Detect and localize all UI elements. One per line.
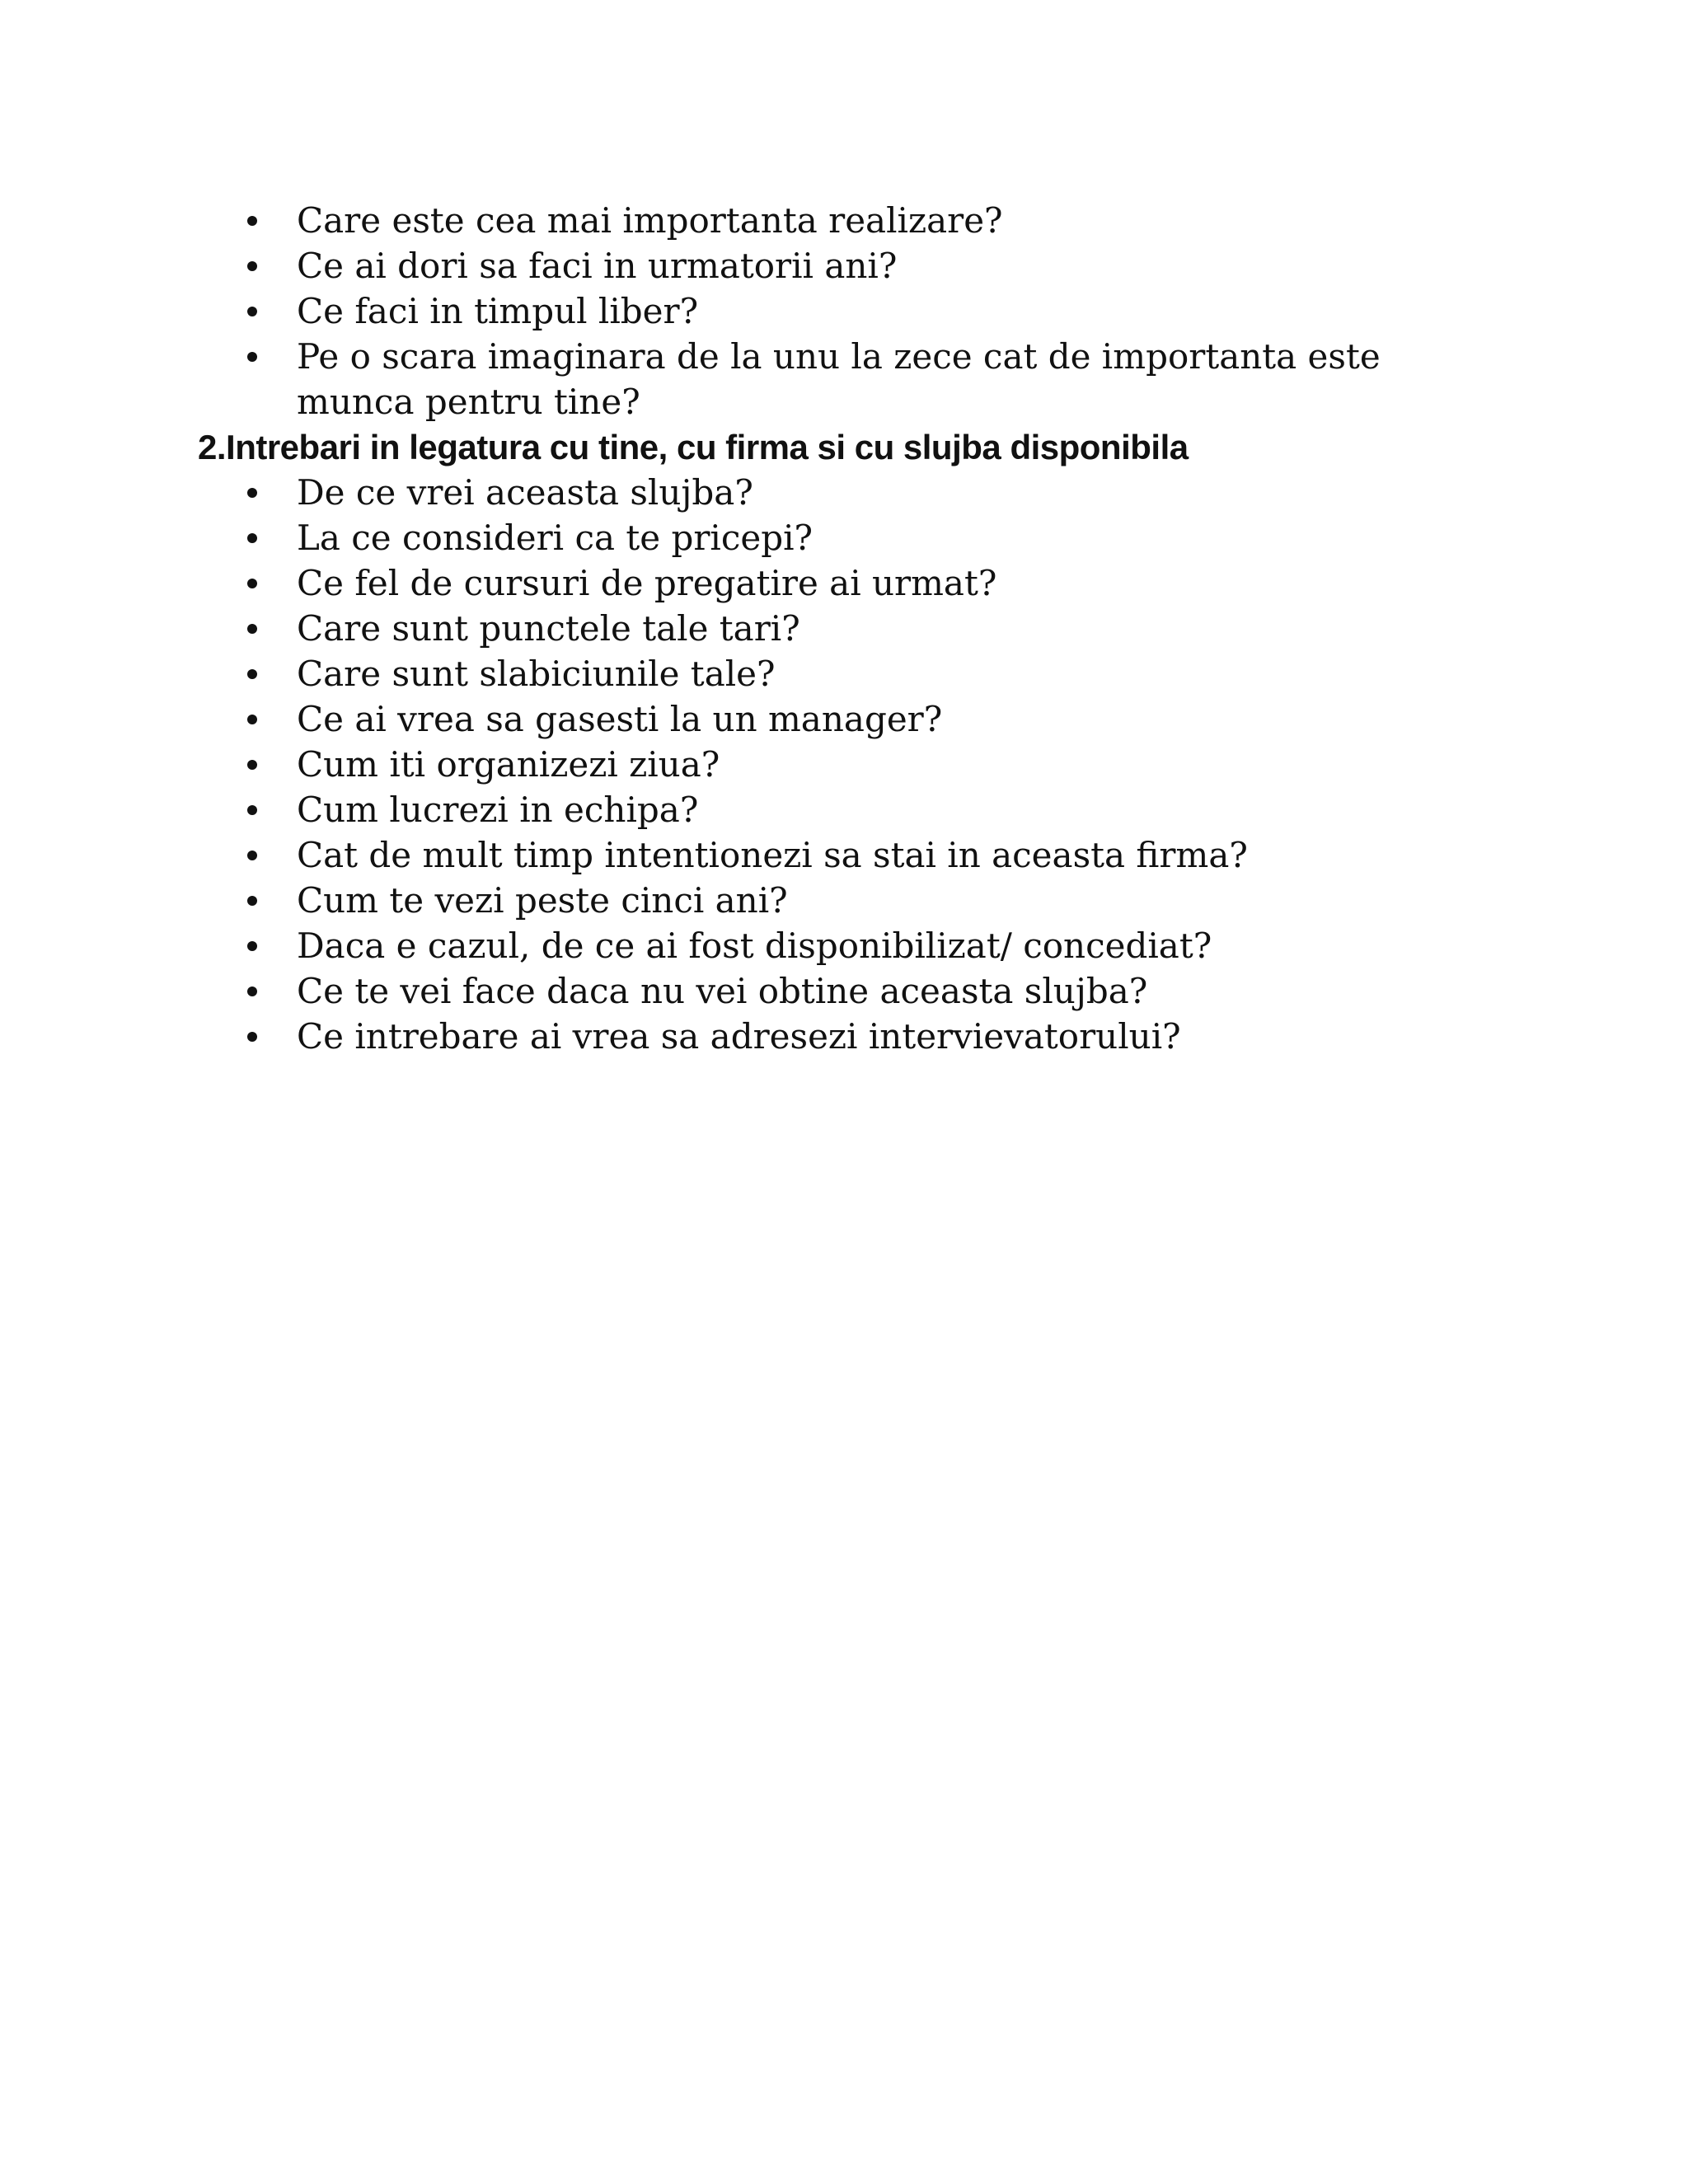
list-item-text: De ce vrei aceasta slujba?	[297, 472, 753, 513]
list-item-text: Ce te vei face daca nu vei obtine aceasta slujba?	[297, 971, 1148, 1011]
list-item-text: Care este cea mai importanta realizare?	[297, 200, 1003, 241]
list-item-text: Care sunt punctele tale tari?	[297, 608, 800, 649]
list-item	[198, 878, 1484, 923]
bullet-icon	[247, 715, 257, 724]
list-item	[198, 606, 1484, 651]
list-item	[198, 198, 1484, 243]
bullet-icon	[247, 216, 257, 226]
list-item-text: Cat de mult timp intentionezi sa stai in aceasta firma?	[297, 835, 1248, 875]
bullet-icon	[247, 669, 257, 679]
list-item	[198, 1014, 1484, 1059]
list-item-text: Ce faci in timpul liber?	[297, 291, 699, 331]
list-item-text: Ce ai dori sa faci in urmatorii ani?	[297, 246, 898, 286]
question-list-2	[198, 470, 1484, 1059]
list-item	[198, 334, 1484, 424]
list-item-text: Cum te vezi peste cinci ani?	[297, 880, 788, 921]
bullet-icon	[247, 805, 257, 815]
list-item	[198, 288, 1484, 334]
list-item	[198, 787, 1484, 832]
bullet-icon	[247, 307, 257, 316]
bullet-icon	[247, 760, 257, 770]
list-item-text: Ce intrebare ai vrea sa adresezi intervievatorului?	[297, 1016, 1181, 1057]
bullet-icon	[247, 941, 257, 951]
list-item-text: Daca e cazul, de ce ai fost disponibilizat/ concediat?	[297, 926, 1212, 966]
bullet-icon	[247, 352, 257, 362]
bullet-icon	[247, 488, 257, 498]
bullet-icon	[247, 533, 257, 543]
list-item	[198, 243, 1484, 288]
bullet-icon	[247, 987, 257, 996]
bullet-icon	[247, 579, 257, 588]
list-item	[198, 651, 1484, 696]
list-item-text: La ce consideri ca te pricepi?	[297, 518, 814, 558]
bullet-icon	[247, 261, 257, 271]
list-item-text: Cum iti organizezi ziua?	[297, 744, 720, 785]
bullet-icon	[247, 896, 257, 906]
list-item-text: Care sunt slabiciunile tale?	[297, 654, 776, 694]
list-item	[198, 832, 1484, 878]
bullet-icon	[247, 851, 257, 860]
bullet-icon	[247, 1032, 257, 1042]
list-item-text: Pe o scara imaginara de la unu la zece cat de importanta este munca pentru tine?	[297, 336, 1381, 422]
document-content	[198, 198, 1484, 1059]
list-item-text: Ce ai vrea sa gasesti la un manager?	[297, 699, 943, 739]
list-item-text: Cum lucrezi in echipa?	[297, 790, 699, 830]
list-item	[198, 923, 1484, 968]
list-item	[198, 696, 1484, 742]
bullet-icon	[247, 624, 257, 634]
list-item	[198, 742, 1484, 787]
question-list-1	[198, 198, 1484, 424]
list-item	[198, 515, 1484, 560]
list-item-text: Ce fel de cursuri de pregatire ai urmat?	[297, 563, 997, 603]
list-item	[198, 560, 1484, 606]
section-heading: 2.Intrebari in legatura cu tine, cu firma si cu slujba disponibila	[198, 428, 1189, 466]
list-item	[198, 470, 1484, 515]
list-item	[198, 968, 1484, 1014]
